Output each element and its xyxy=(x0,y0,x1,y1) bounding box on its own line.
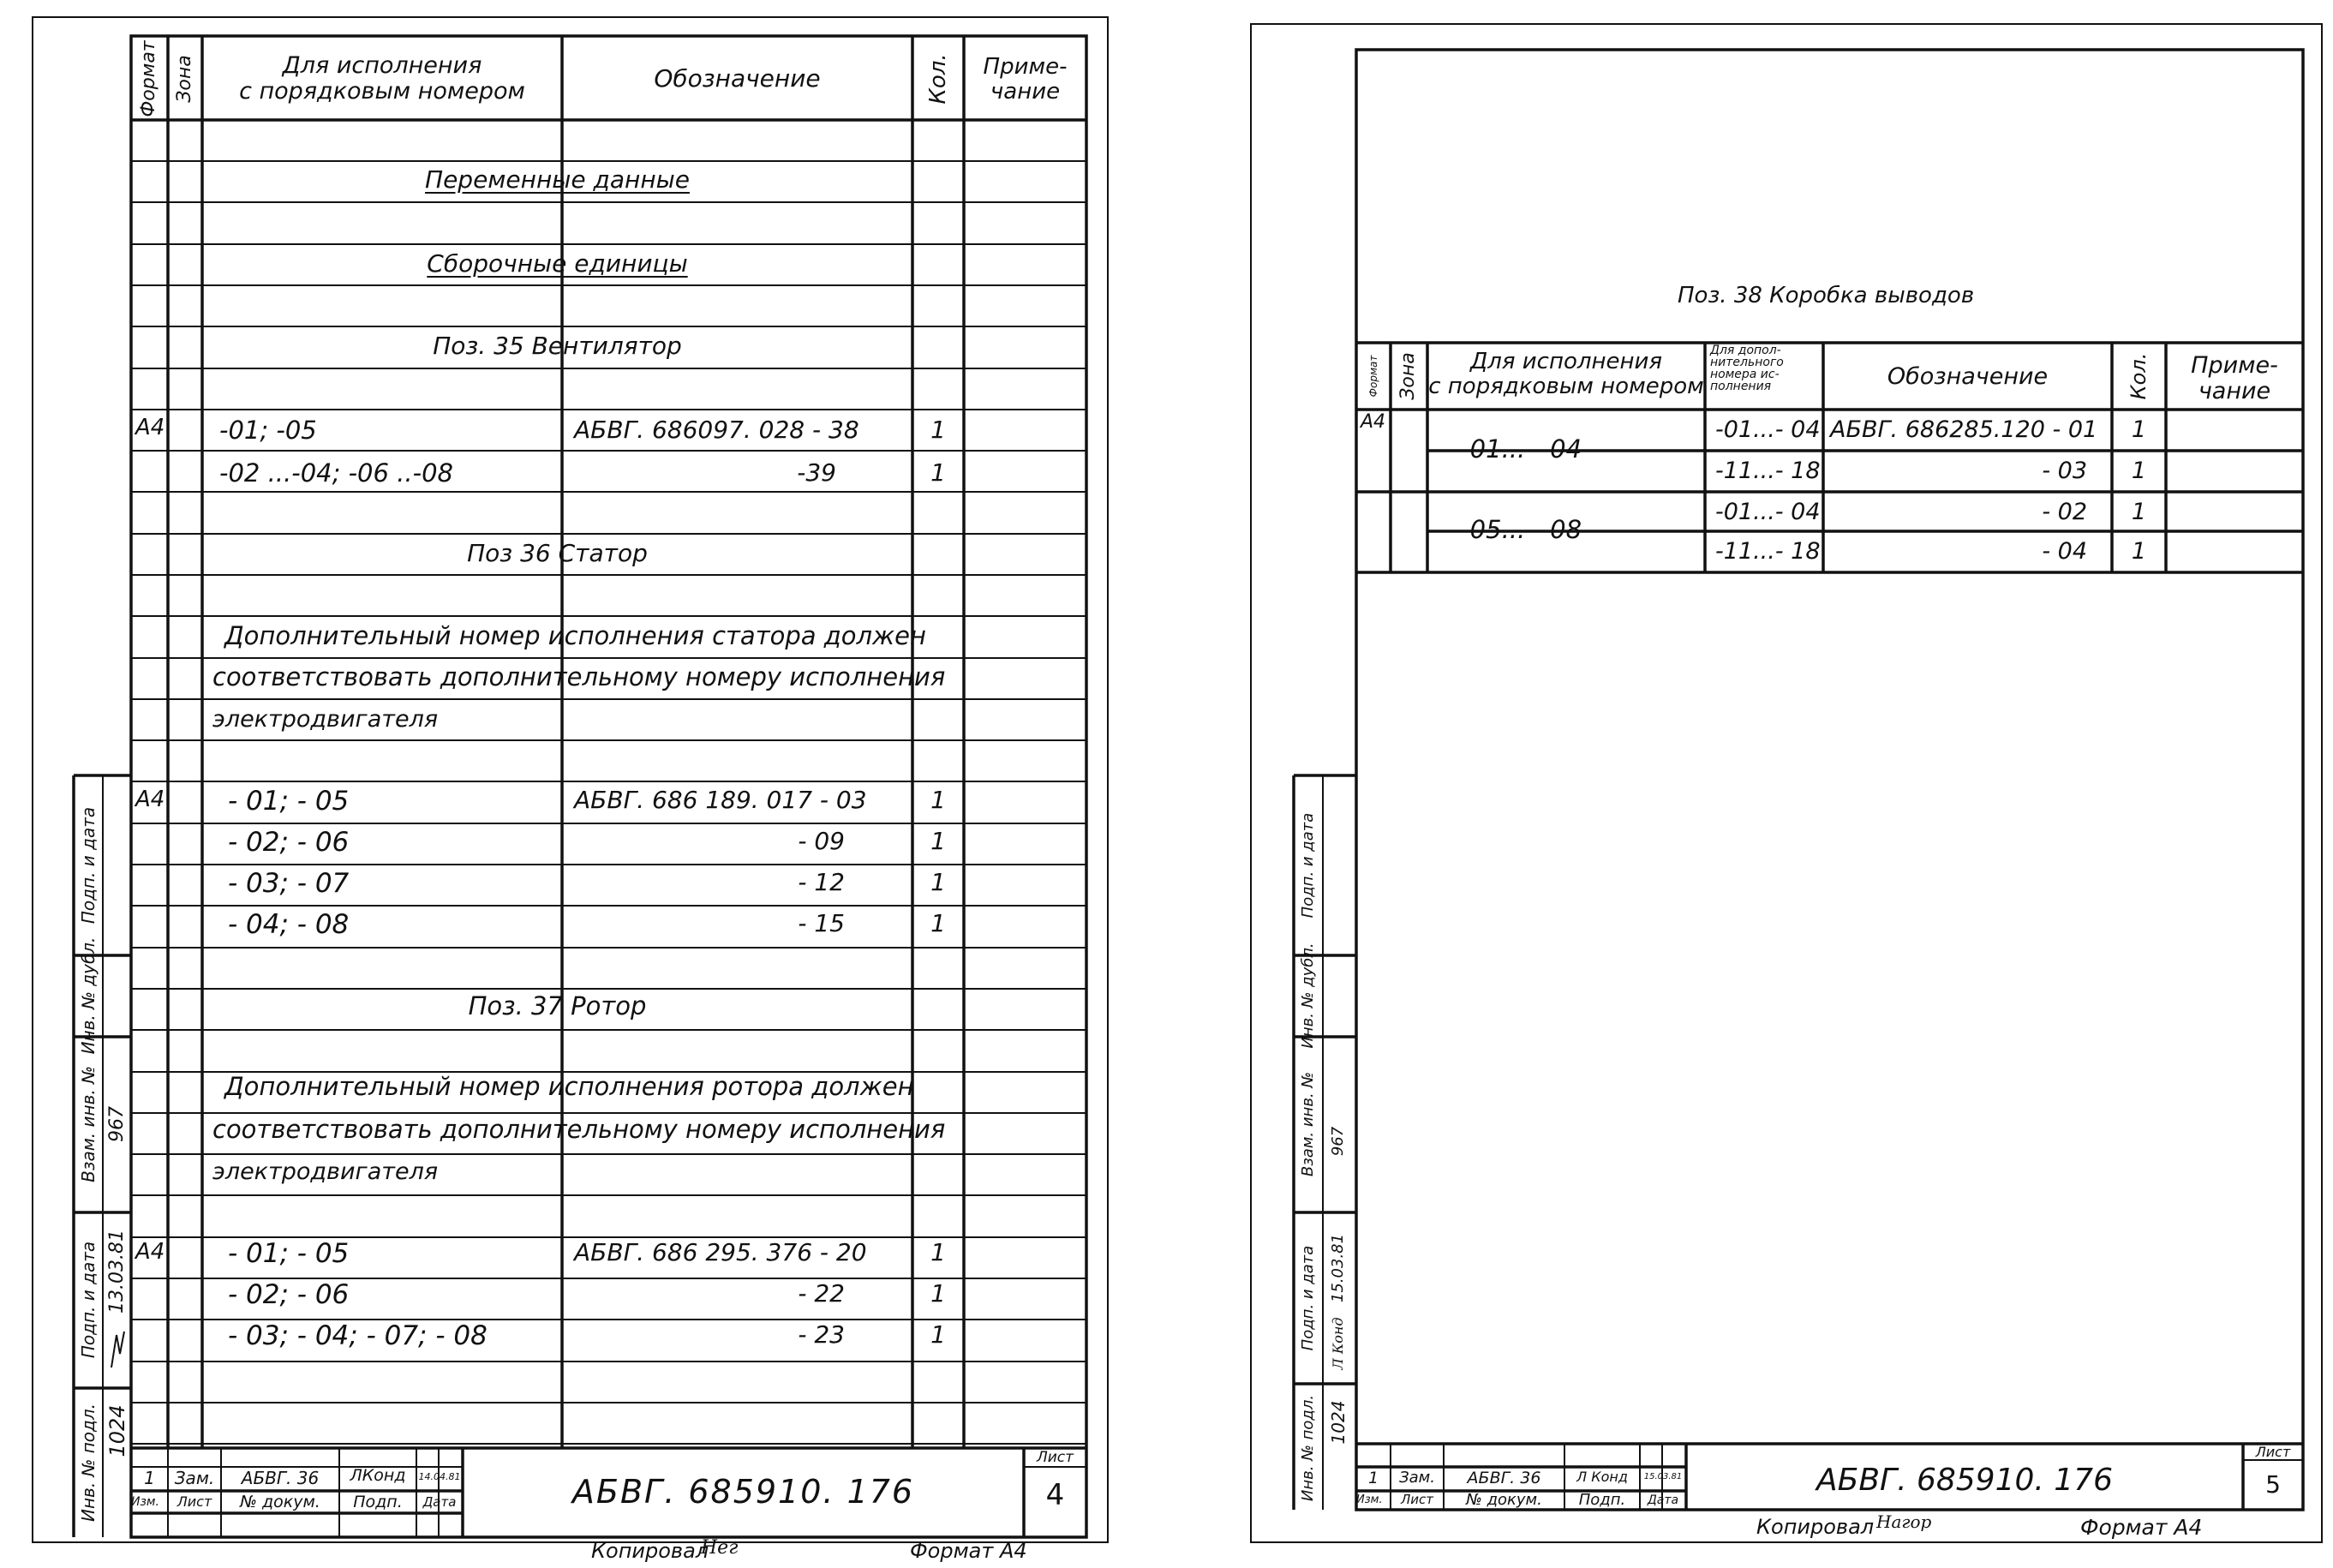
stamp-lbl-list: Лист xyxy=(176,1493,212,1510)
sheet2-header-variant: Для исполнения с порядковым номером xyxy=(1428,349,1704,399)
stator-designation-2: - 12 xyxy=(798,868,845,896)
side-signature-mark xyxy=(108,1328,127,1371)
sheet2-extra-1-1: -11...- 18 xyxy=(1715,538,1821,565)
stamp-sheet-label: Лист xyxy=(1036,1449,1074,1466)
sheet2-stamp-lbl-podp: Подп. xyxy=(1578,1491,1626,1509)
rotor-qty-1: 1 xyxy=(930,1279,946,1308)
stamp-sign: ЛКонд xyxy=(350,1466,406,1485)
sheet-1 xyxy=(0,0,1140,1568)
title-pos36: Поз 36 Статор xyxy=(467,539,648,567)
sheet2-header-designation: Обозначение xyxy=(1887,363,2049,390)
sheet2-stamp-lbl-data: Дата xyxy=(1647,1493,1679,1507)
stator-qty-3: 1 xyxy=(930,909,946,937)
header-designation: Обозначение xyxy=(654,64,821,93)
sheet2-extra-0-1: -11...- 18 xyxy=(1715,458,1821,484)
rotor-designation-1: - 22 xyxy=(798,1279,845,1308)
sheet2-header-extra: Для допол- нительного номера ис- полнения xyxy=(1710,344,1784,393)
sheet2-stamp-izm: 1 xyxy=(1367,1469,1379,1487)
sheet2-side-podl-data: Подп. и дата xyxy=(1299,1245,1317,1351)
pos35-qty-1: 1 xyxy=(930,458,946,487)
header-note: Приме- чание xyxy=(983,54,1068,105)
sheet2-title: Поз. 38 Коробка выводов xyxy=(1678,283,1975,308)
sheet2-side-date-value: 15.03.81 xyxy=(1329,1233,1347,1303)
sheet2-stamp-sign: Л Конд xyxy=(1576,1469,1628,1485)
header-qty: Кол. xyxy=(925,53,951,105)
sheet2-side-vzam-value: 967 xyxy=(1329,1126,1347,1157)
sheet2-stamp-sheet-label: Лист xyxy=(2255,1444,2291,1460)
sheet2-side-inv-value: 1024 xyxy=(1328,1400,1349,1445)
stator-note-1: соответствовать дополнительному номеру исполнения xyxy=(212,662,946,691)
stator-qty-0: 1 xyxy=(930,786,946,814)
sheet2-qty-0-1: 1 xyxy=(2131,458,2147,484)
stator-note-0: Дополнительный номер исполнения статора должен xyxy=(224,621,926,650)
title-assemblies: Сборочные единицы xyxy=(427,249,688,278)
sheet2-side-inv-podl: Инв. № подл. xyxy=(1299,1394,1317,1502)
pos35-fmt-0: А4 xyxy=(135,415,165,440)
stamp-lbl-data: Дата xyxy=(422,1494,457,1510)
side-vzam-value: 967 xyxy=(106,1106,128,1142)
stamp-sheet-num: 4 xyxy=(1045,1478,1065,1512)
rotor-note-0: Дополнительный номер исполнения ротора должен xyxy=(224,1072,914,1101)
rotor-variant-2: - 03; - 04; - 07; - 08 xyxy=(228,1320,488,1351)
stator-designation-1: - 09 xyxy=(798,827,845,855)
sheet2-extra-1-0: -01...- 04 xyxy=(1715,499,1821,525)
sheet2-header-format: Формат xyxy=(1367,355,1379,398)
stamp-lbl-izm: Изм. xyxy=(131,1495,159,1509)
sheet2-stamp-sheet-num: 5 xyxy=(2265,1470,2281,1499)
sheet2-side-podl-data-2: Подп. и дата xyxy=(1299,812,1317,919)
stator-variant-0: - 01; - 05 xyxy=(228,786,350,817)
sheet2-side-vzam: Взам. инв. № xyxy=(1299,1071,1317,1177)
sheet2-designation-1-1: - 04 xyxy=(2042,538,2087,565)
side-podl-data-2: Подп. и дата xyxy=(78,806,99,925)
pos35-designation-1: -39 xyxy=(797,458,836,487)
sheet2-footer-copied: Копировал xyxy=(1756,1515,1875,1539)
sheet2-qty-1-0: 1 xyxy=(2131,499,2147,525)
sheet2-stamp-lbl-list: Лист xyxy=(1400,1492,1433,1507)
sheet2-stamp-lbl-izm: Изм. xyxy=(1356,1493,1383,1506)
sheet2-side-inv-dubl: Инв. № дубл. xyxy=(1299,943,1317,1049)
stator-variant-2: - 03; - 07 xyxy=(228,868,350,899)
sheet2-stamp-date: 15.03.81 xyxy=(1643,1472,1683,1481)
sheet2-variant-0: - 01... - 04 xyxy=(1453,434,1582,464)
sheet2-side-signature: Л Конд xyxy=(1330,1317,1346,1370)
sheet2-header-zone: Зона xyxy=(1397,352,1419,400)
stamp-code: АБВГ. 685910. 176 xyxy=(571,1473,915,1511)
stator-designation-3: - 15 xyxy=(798,909,845,937)
stator-variant-3: - 04; - 08 xyxy=(228,909,350,940)
stamp-lbl-podp: Подп. xyxy=(353,1493,403,1511)
stamp-doc: АБВГ. 36 xyxy=(241,1468,320,1488)
header-variant: Для исполнения с порядковым номером xyxy=(239,52,525,105)
title-pos37: Поз. 37 Ротор xyxy=(468,991,647,1020)
stator-designation-0: АБВГ. 686 189. 017 - 03 xyxy=(574,786,867,814)
header-zone: Зона xyxy=(174,55,195,103)
side-inv-podl: Инв. № подл. xyxy=(78,1403,99,1522)
rotor-variant-0: - 01; - 05 xyxy=(228,1238,350,1269)
side-vzam: Взам. инв. № xyxy=(78,1066,99,1182)
side-inv-dubl: Инв. № дубл. xyxy=(78,937,99,1055)
rotor-designation-0: АБВГ. 686 295. 376 - 20 xyxy=(574,1238,867,1266)
header-format: Формат xyxy=(138,40,159,117)
sheet2-extra-0-0: -01...- 04 xyxy=(1715,416,1821,443)
footer-copied-sign: Нег xyxy=(701,1537,739,1559)
rotor-note-1: соответствовать дополнительному номеру исполнения xyxy=(212,1115,946,1144)
stamp-zam: Зам. xyxy=(174,1468,215,1488)
footer-format: Формат А4 xyxy=(910,1539,1027,1563)
sheet2-footer-format: Формат А4 xyxy=(2080,1515,2203,1540)
rotor-variant-1: - 02; - 06 xyxy=(228,1279,350,1310)
sheet2-variant-1: - 05... - 08 xyxy=(1453,515,1582,544)
stator-fmt-0: А4 xyxy=(135,787,165,812)
stamp-date: 14.04.81 xyxy=(418,1471,461,1482)
stamp-lbl-doc: № докум. xyxy=(240,1493,320,1511)
pos35-variant-1: -02 ...-04; -06 ..-08 xyxy=(219,458,453,488)
sheet2-stamp-doc: АБВГ. 36 xyxy=(1467,1469,1541,1487)
pos35-designation-0: АБВГ. 686097. 028 - 38 xyxy=(574,416,859,444)
sheet2-stamp-lbl-doc: № докум. xyxy=(1466,1491,1542,1509)
sheet2-qty-1-1: 1 xyxy=(2131,538,2147,565)
rotor-qty-2: 1 xyxy=(930,1320,946,1349)
side-inv-value: 1024 xyxy=(105,1404,129,1457)
stator-qty-1: 1 xyxy=(930,827,946,855)
rotor-fmt-0: А4 xyxy=(135,1239,165,1265)
sheet2-footer-copied-sign: Нагор xyxy=(1876,1511,1932,1532)
rotor-qty-0: 1 xyxy=(930,1238,946,1266)
stator-variant-1: - 02; - 06 xyxy=(228,827,350,858)
sheet2-designation-0-1: - 03 xyxy=(2042,458,2087,484)
sheet2-header-note: Приме- чание xyxy=(2191,352,2278,404)
pos35-qty-0: 1 xyxy=(930,416,946,444)
sheet2-designation-0-0: АБВГ. 686285.120 - 01 xyxy=(1830,416,2098,443)
stamp-izm: 1 xyxy=(144,1468,155,1488)
rotor-note-2: электродвигателя xyxy=(212,1158,439,1185)
footer-copied: Копировал xyxy=(591,1539,709,1563)
sheet2-fmt-0: А4 xyxy=(1361,411,1386,433)
side-podl-data: Подп. и дата xyxy=(78,1241,99,1359)
stator-qty-2: 1 xyxy=(930,868,946,896)
sheet2-stamp-zam: Зам. xyxy=(1399,1469,1435,1487)
side-date-value: 13.03.81 xyxy=(106,1230,128,1314)
title-pos35: Поз. 35 Вентилятор xyxy=(433,332,682,360)
sheet2-stamp-code: АБВГ. 685910. 176 xyxy=(1816,1463,2113,1498)
stator-note-2: электродвигателя xyxy=(212,706,439,733)
title-variable-data: Переменные данные xyxy=(425,165,690,194)
sheet2-qty-0-0: 1 xyxy=(2131,416,2147,443)
pos35-variant-0: -01; -05 xyxy=(219,416,317,445)
sheet-2 xyxy=(1140,0,2333,1568)
sheet2-header-qty: Кол. xyxy=(2127,352,2151,400)
rotor-designation-2: - 23 xyxy=(798,1320,845,1349)
sheet-2-grid xyxy=(1140,0,2333,1568)
sheet2-designation-1-0: - 02 xyxy=(2042,499,2087,525)
